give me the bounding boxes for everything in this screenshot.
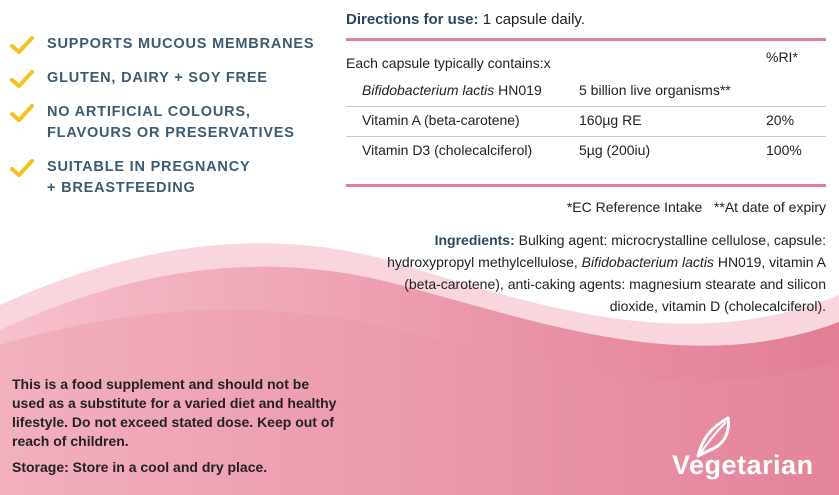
benefit-item bbox=[10, 34, 330, 55]
nutrient-amount: 160µg RE bbox=[579, 112, 642, 128]
table-row bbox=[346, 106, 826, 136]
nutrient-header: Each capsule typically contains:x bbox=[346, 55, 551, 71]
benefit-item bbox=[10, 157, 330, 199]
directions bbox=[346, 11, 585, 28]
nutrient-amount: 5 billion live organisms** bbox=[579, 82, 731, 98]
storage-info bbox=[12, 459, 267, 475]
benefit-text: NO ARTIFICIAL COLOURS, FLAVOURS OR PRESERVATIVES bbox=[47, 104, 295, 141]
checkmark-icon bbox=[10, 35, 34, 55]
ingredients-italic: Bifidobacterium lactis bbox=[581, 254, 714, 270]
nutrient-amount: 5µg (200iu) bbox=[579, 142, 651, 158]
warning-text: This is a food supplement and should not be used as a substitute for a varied diet and healthy lifestyle. Do not exceed stated dose. Keep out of reach of children. bbox=[12, 376, 337, 449]
ingredients-label: Ingredients: bbox=[434, 232, 515, 248]
ingredients bbox=[360, 229, 826, 317]
nutrient-name bbox=[362, 82, 542, 98]
nutrient-table bbox=[346, 47, 826, 166]
checkmark-icon bbox=[10, 158, 34, 178]
checkmark-icon bbox=[10, 103, 34, 123]
benefit-item bbox=[10, 68, 330, 89]
ri-header: %RI* bbox=[766, 49, 798, 65]
nutrient-strain: HN019 bbox=[494, 82, 542, 98]
top-divider bbox=[346, 38, 826, 41]
bottom-divider bbox=[346, 184, 826, 187]
ingredients-text-1: Bulking agent: microcrystalline cellulose, capsule: hydroxypropyl methylcellulose, bbox=[387, 232, 826, 270]
nutrient-name-italic: Bifidobacterium lactis bbox=[362, 82, 495, 98]
benefit-text: SUITABLE IN PREGNANCY + BREASTFEEDING bbox=[47, 159, 251, 196]
storage-text: Store in a cool and dry place. bbox=[68, 459, 268, 475]
nutrient-table-header bbox=[346, 47, 826, 77]
nutrient-name: Vitamin D3 (cholecalciferol) bbox=[362, 142, 533, 158]
nutrient-name: Vitamin A (beta-carotene) bbox=[362, 112, 520, 128]
directions-text: 1 capsule daily. bbox=[478, 11, 585, 28]
table-row bbox=[346, 77, 826, 106]
nutrient-ri: 100% bbox=[766, 142, 802, 158]
benefit-item bbox=[10, 102, 330, 144]
footnote: *EC Reference Intake **At date of expiry bbox=[566, 199, 826, 215]
ingredients-text-2: HN019, vitamin A (beta-carotene), anti-caking agents: magnesium stearate and silicon dioxide, vitamin D (cholecalciferol). bbox=[404, 254, 826, 314]
table-row bbox=[346, 136, 826, 166]
storage-label: Storage: bbox=[12, 459, 69, 475]
benefit-text: SUPPORTS MUCOUS MEMBRANES bbox=[47, 36, 315, 52]
nutrient-ri: 20% bbox=[766, 112, 795, 128]
benefit-text: GLUTEN, DAIRY + SOY FREE bbox=[47, 70, 268, 86]
directions-label: Directions for use: bbox=[346, 11, 479, 28]
vegetarian-badge bbox=[672, 410, 839, 490]
checkmark-icon bbox=[10, 69, 34, 89]
vegetarian-text: Vegetarian bbox=[672, 450, 814, 480]
benefits-list bbox=[10, 34, 330, 212]
